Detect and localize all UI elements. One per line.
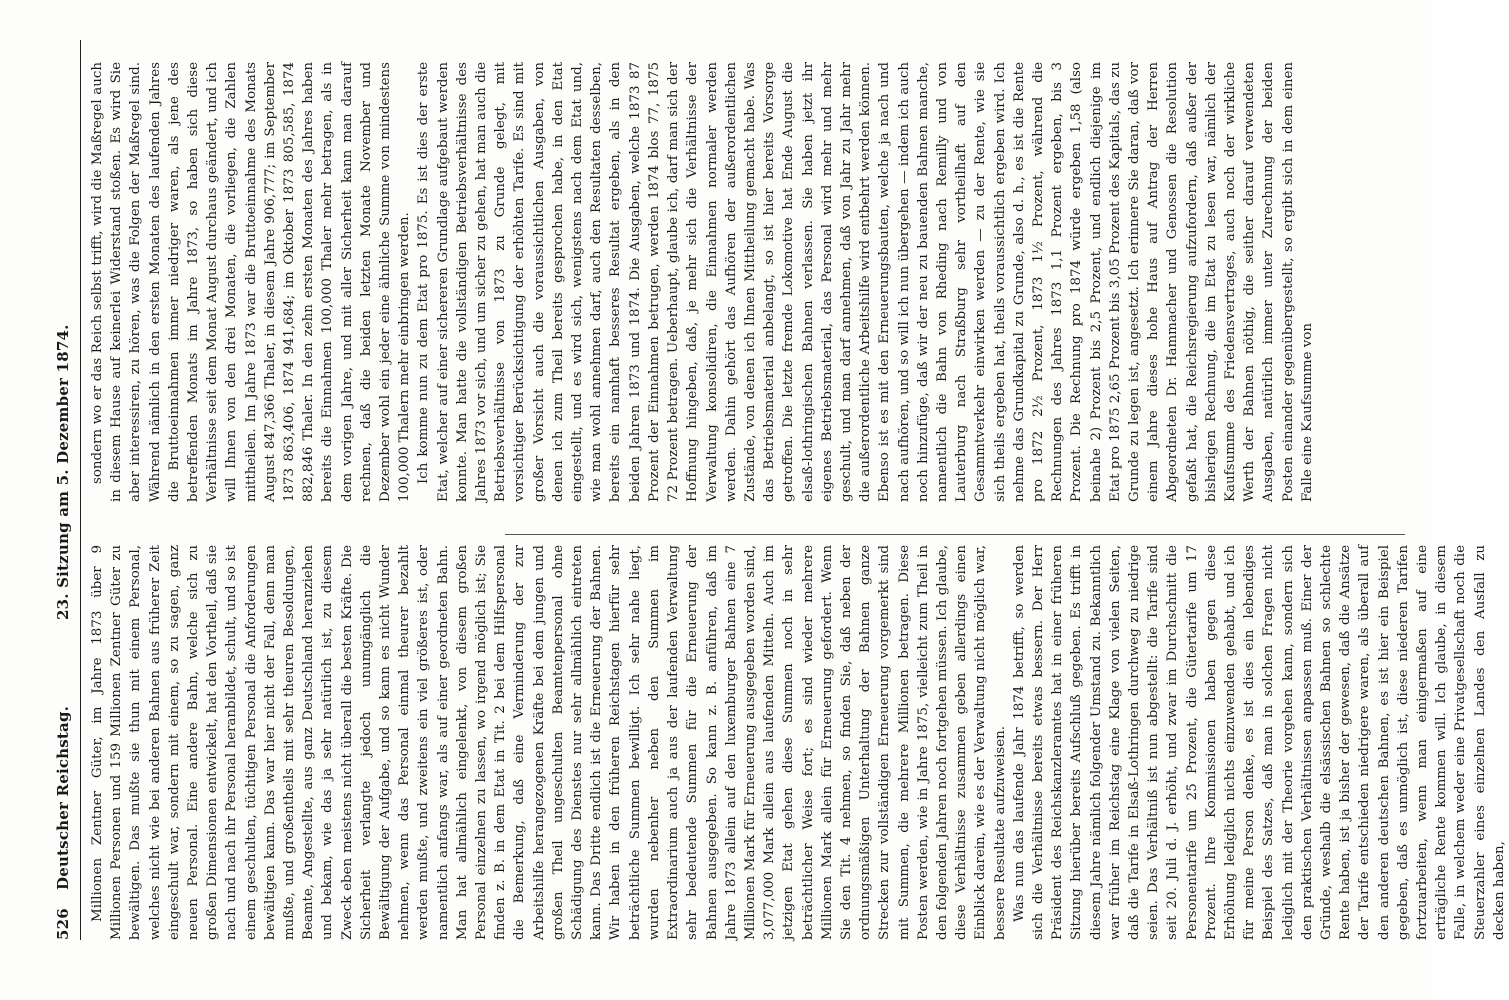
right-column [88, 62, 1398, 502]
session-title: 23. Sitzung am 5. Dezember 1874. [54, 324, 72, 620]
column-divider [505, 534, 1405, 535]
paragraph: Ich komme nun zu dem Etat pro 1875. Es ist dies der erste Etat, welcher auf einer sichereren Grundlage aufgebaut werden konnte. Man hatte die vollständigen Betriebsverhältnisse des Jahres 1873 vor sich, und um sicher zu gehen, hat man auch die Betriebsverhältnisse von 1873 zu Grunde gelegt, mit vorsichtiger Berücksichtigung der erhöhten Tarife. Es sind mit großer Vorsicht auch die voraussichtlichen Ausgaben, von denen ich zum Theil bereits gesprochen habe, in den Etat eingestellt, und es wird sich, wenigstens nach dem Etat und, wie man wohl annehmen darf, auch den Resultaten desselben, bereits ein namhaft besseres Resultat ergeben, als in den beiden Jahren 1873 und 1874. Die Ausgaben, welche 1873 87 Prozent der Einnahmen betrugen, werden 1874 blos 77, 1875 72 Prozent betragen. Ueberhaupt, glaube ich, darf man sich der Hoffnung hingeben, daß, je mehr sich die Verhältnisse der Verwaltung konsolidiren, die Einnahmen normaler werden werden. Dahin gehört das Aufhören der außerordentlichen Zustände, von denen ich Ihnen Mittheilung gemacht habe. Was das Betriebsmaterial anbelangt, so ist hier bereits Vorsorge getroffen. Die letzte fremde Lokomotive hat Ende August die elsaß-lothringischen Bahnen verlassen. Sie haben jetzt ihr eigenes Betriebsmaterial, das Personal wird mehr und mehr geschult, und man darf annehmen, daß von Jahr zu Jahr mehr die außerordentliche Arbeitshilfe wird entbehrt werden können. Ebenso ist es mit den Erneuerungsbauten, welche ja nach und nach aufhören, und so will ich nun übergehen — indem ich auch noch hinzufüge, daß wir der neu zu bauenden Bahnen manche, namentlich die Bahn von Rheding nach Remilly und von Lauterburg nach Straßburg sehr vortheilhaft auf den Gesammtverkehr einwirken werden — zu der Rente, wie sie sich theils ergeben hat, theils voraussichtlich ergeben wird. Ich nehme das Grundkapital zu Grunde, also d. h., es ist die Rente pro 1872 2½ Prozent, 1873 1½ Prozent, während die Rechnungen des Jahres 1873 1,1 Prozent ergeben, bis 3 Prozent. Die Rechnung pro 1874 würde ergeben 1,58 (also beinahe 2) Prozent bis 2,5 Prozent, und endlich diejenige im Etat pro 1875 2,65 Prozent bis 3,05 Prozent des Kapitals, das zu Grunde zu legen ist, angesetzt. Ich erinnere Sie daran, daß vor einem Jahre dieses hohe Haus auf Antrag der Herren Abgeordneten Dr. Hammacher und Genossen die Resolution gefaßt hat, die Reichsregierung aufzufordern, daß außer der bisherigen Rechnung, die im Etat zu lesen war, nämlich der Kaufsumme des Friedensvertrages, auch noch der wirkliche Werth der Bahnen nöthig, die seither darauf verwendeten Ausgaben, natürlich immer unter Zurechnung der beiden Posten einander gegenübergestellt, so ergibt sich in dem einen Falle eine Kaufsumme von [416, 62, 1315, 502]
publication-title: Deutscher Reichstag. [54, 705, 72, 890]
page-header [52, 40, 78, 940]
header-rule [80, 40, 81, 940]
left-column [88, 545, 1507, 940]
paragraph: sondern wo er das Reich selbst trifft, wird die Maßregel auch in diesem Hause auf keinerlei Widerstand stoßen. Es wird Sie aber interessiren, zu hören, was die Folgen der Maßregel sind. Während nämlich in den ersten Monaten des laufenden Jahres die Bruttoeinnahmen immer niedriger waren, als jene des betreffenden Monats im Jahre 1873, so haben sich diese Verhältnisse seit dem Monat August durchaus geändert, und ich will Ihnen von den drei Monaten, die vorliegen, die Zahlen mittheilen. Im Jahre 1873 war die Bruttoeinnahme des Monats August 847,366 Thaler, in diesem Jahre 906,777; im September 1873 863,406, 1874 941,684; im Oktober 1873 805,585, 1874 882,846 Thaler. In den zehn ersten Monaten des Jahres haben bereits die Einnahmen 100,000 Thaler mehr betragen, als in dem vorigen Jahre, und mit aller Sicherheit kann man darauf rechnen, daß die beiden letzten Monate November und Dezember wohl ein jeder eine ähnliche Summe von mindestens 100,000 Thalern mehr einbringen werden. [90, 62, 413, 502]
page-number: 526 [54, 908, 72, 940]
paragraph: Was nun das laufende Jahr 1874 betrifft, so werden sich die Verhältnisse bereits etwas bessern. Der Herr Präsident des Reichskanzleramtes hat in einer früheren Sitzung hierüber bereits Aufschluß gegeben. Es trifft in diesem Jahre nämlich folgender Umstand zu. Bekanntlich war früher im Reichstag eine Klage von vielen Seiten, daß die Tarife in Elsaß-Lothringen durchweg zu niedrige seien. Das Verhältniß ist nun abgestellt: die Tarife sind seit 20. Juli d. J. erhöht, und zwar im Durchschnitt die Personentarife um 25 Prozent, die Gütertarife um 17 Prozent. Ihre Kommissionen haben gegen diese Erhöhung lediglich nichts einzuwenden gehabt, und ich für meine Person denke, es ist dies ein lebendiges Beispiel des Satzes, daß man in solchen Fragen nicht lediglich mit der Theorie vorgehen kann, sondern sich den praktischen Verhältnissen anpassen muß. Einer der Gründe, weshalb die elsässischen Bahnen so schlechte Rente haben, ist ja bisher der gewesen, daß die Ansätze der Tarife entschieden niedrigere waren, als überall auf den anderen deutschen Bahnen, es ist hier ein Beispiel gegeben, daß es unmöglich ist, diese niederen Tarifen fortzuarbeiten, wenn man einigermaßen auf eine erträgliche Rente kommen will. Ich glaube, in diesem Falle, in welchem weder eine Privatgesellschaft noch die Steuerzahler eines einzelnen Landes den Ausfall zu decken haben, [1011, 545, 1507, 940]
paragraph: Millionen Zentner Güter, im Jahre 1873 über 9 Millionen Personen und 159 Millionen Zentner Güter zu bewältigen. Das mußte sie thun mit einem Personal, welches nicht wie bei anderen Bahnen aus früherer Zeit eingeschult war, sondern mit einem, so zu sagen, ganz neuen Personal. Eine andere Bahn, welche sich zu großen Dimensionen entwickelt, hat den Vortheil, daß sie nach und nach ihr Personal heranbildet, schult, und so ist einem geschulten, tüchtigen Personal die Anforderungen bewältigen kann. Das war hier nicht der Fall, denn man mußte, und großentheils mit sehr theuren Besoldungen, Beamte, Angestellte, aus ganz Deutschland heranziehen und bekam, wie das ja sehr natürlich ist, zu diesem Zweck eben meistens nicht überall die besten Kräfte. Die Sicherheit verlangte jedoch unumgänglich die Bewältigung der Aufgabe, und so kann es nicht Wunder nehmen, wenn das Personal einmal theurer bezahlt werden mußte, und zweitens ein viel größeres ist, oder namentlich anfangs war, als auf einer geordneten Bahn. Man hat allmählich eingelenkt, von diesem großen Personal einzelnen zu lassen, wo irgend möglich ist; Sie finden z. B. in dem Etat in Tit. 2 bei dem Hilfspersonal die Bemerkung, daß eine Verminderung der zur Arbeitshilfe herangezogenen Kräfte bei dem jungen und großen Theil ungeschulten Beamtenpersonal ohne Schädigung des Dienstes nur sehr allmählich eintreten kann. Das Dritte endlich ist die Erneuerung der Bahnen. Wir haben in den früheren Reichstagen hierfür sehr beträchtliche Summen bewilligt. Ich sehr nahe liegt, wurden nebenher neben den Summen im Extraordinarium auch ja aus der laufenden Verwaltung sehr bedeutende Summen für die Erneuerung der Bahnen ausgegeben. So kann z. B. anführen, daß im Jahre 1873 allein auf den luxemburger Bahnen eine 7 Millionen Mark für Erneuerung ausgegeben worden sind, 3,077,000 Mark allein aus laufenden Mitteln. Auch im jetzigen Etat gehen diese Summen noch in sehr beträchtlicher Weise fort; es sind wieder mehrere Millionen Mark allein für Erneuerung gefordert. Wenn Sie den Tit. 4 nehmen, so finden Sie, daß neben der ordnungsmäßigen Unterhaltung der Bahnen ganze Strecken zur vollständigen Erneuerung vorgemerkt sind mit Summen, die mehrere Millionen betragen. Diese Posten werden, wie in Jahre 1875, vielleicht zum Theil in den folgenden Jahren noch fortgehen müssen. Ich glaube, diese Verhältnisse zusammen geben allerdings einen Einblick darein, wie es der Verwaltung nicht möglich war, bessere Resultate aufzuweisen. [90, 545, 1008, 940]
